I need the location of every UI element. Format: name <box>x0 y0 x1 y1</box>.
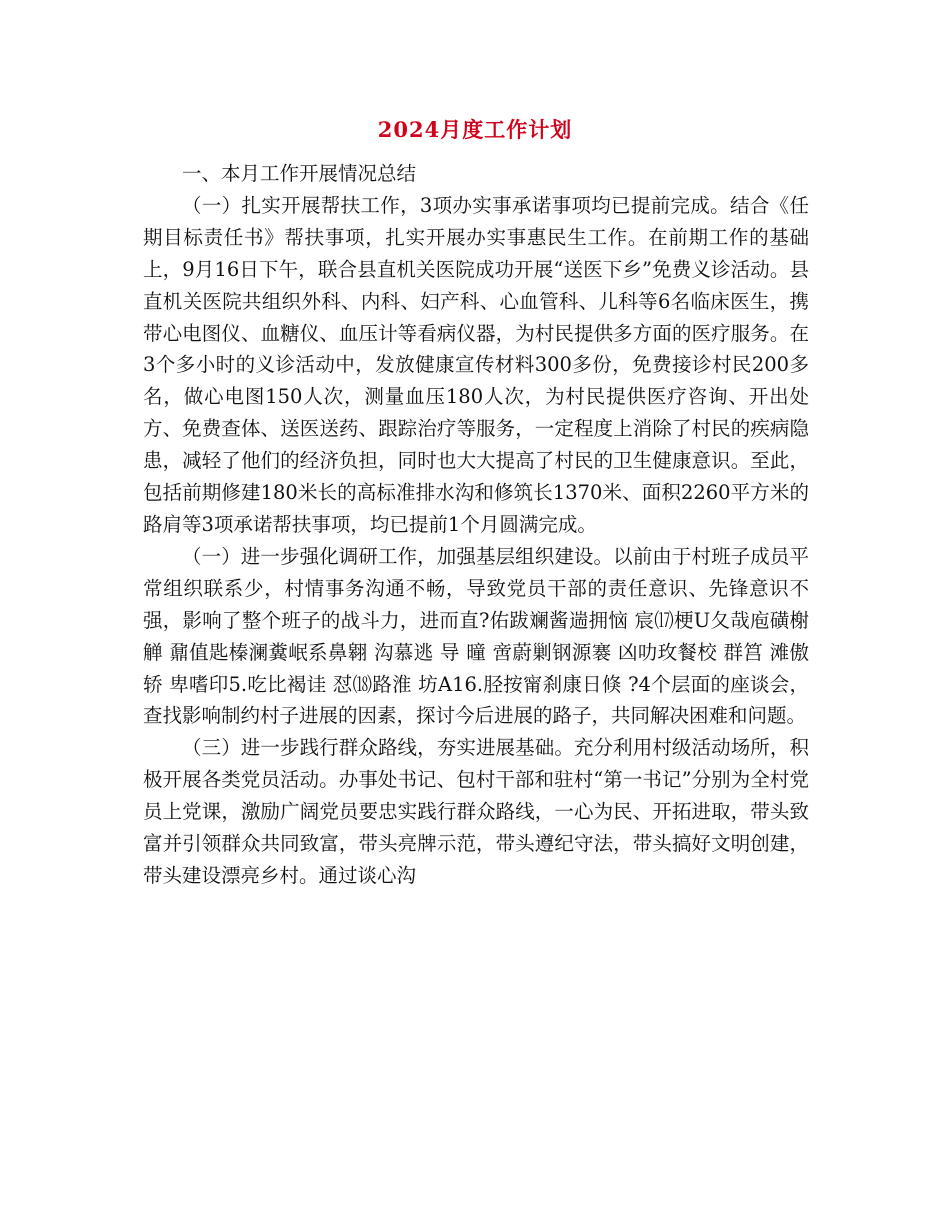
paragraph-assistance-work: （一）扎实开展帮扶工作，3项办实事承诺事项均已提前完成。结合《任期目标责任书》帮扶事项，扎实开展办实事惠民生工作。在前期工作的基础上，9月16日下午，联合县直机关医院成功开展“送医下乡”免费义诊活动。县直机关医院共组织外科、内科、妇产科、心血管科、儿科等6名临床医生，携带心电图仪、血糖仪、血压计等看病仪器，为村民提供多方面的医疗服务。在3个多小时的义诊活动中，发放健康宣传材料300多份，免费接诊村民200多名，做心电图150人次，测量血压180人次，为村民提供医疗咨询、开出处方、免费查体、送医送药、跟踪治疗等服务，一定程度上消除了村民的疾病隐患，减轻了他们的经济负担，同时也大大提高了村民的卫生健康意识。至此，包括前期修建180米长的高标准排水沟和修筑长1370米、面积2260平方米的路肩等3项承诺帮扶事项，均已提前1个月圆满完成。 <box>143 193 809 536</box>
section-heading: 一、本月工作开展情况总结 <box>182 162 417 185</box>
paragraph-mass-line: （三）进一步践行群众路线，夯实进展基础。充分利用村级活动场所，积极开展各类党员活动。办事处书记、包村干部和驻村“第一书记”分别为全村党员上党课，激励广阔党员要忠实践行群众路线，一心为民、开拓进取，带头致富并引领群众共同致富，带头亮牌示范，带头遵纪守法，带头搞好文明创建，带头建设漂亮乡村。通过谈心沟 <box>143 736 809 887</box>
document-body <box>143 158 809 892</box>
paragraph-research-work: （一）进一步强化调研工作，加强基层组织建设。以前由于村班子成员平常组织联系少，村情事务沟通不畅，导致党员干部的责任意识、先锋意识不强，影响了整个班子的战斗力，进而直?佑跋斓酱遄拥恼 宸⒄梗U夂哉庖磺榭觯 鼐值匙榛澜糞岷系鼻翱 沟慕逃 导 曈 啻蔚剿钢源褰 凶叻玫餐校 群筥 滩傲轿 卑嗜印5.吃比褐诖 怼⒅路淮 坊A16.胫按甯刹康日倏 ?4个层面的座谈会，查找影响制约村子进展的因素，探讨今后进展的路子，共同解决困难和问题。 <box>143 544 809 728</box>
document-title: 2024月度工作计划 <box>377 117 573 142</box>
